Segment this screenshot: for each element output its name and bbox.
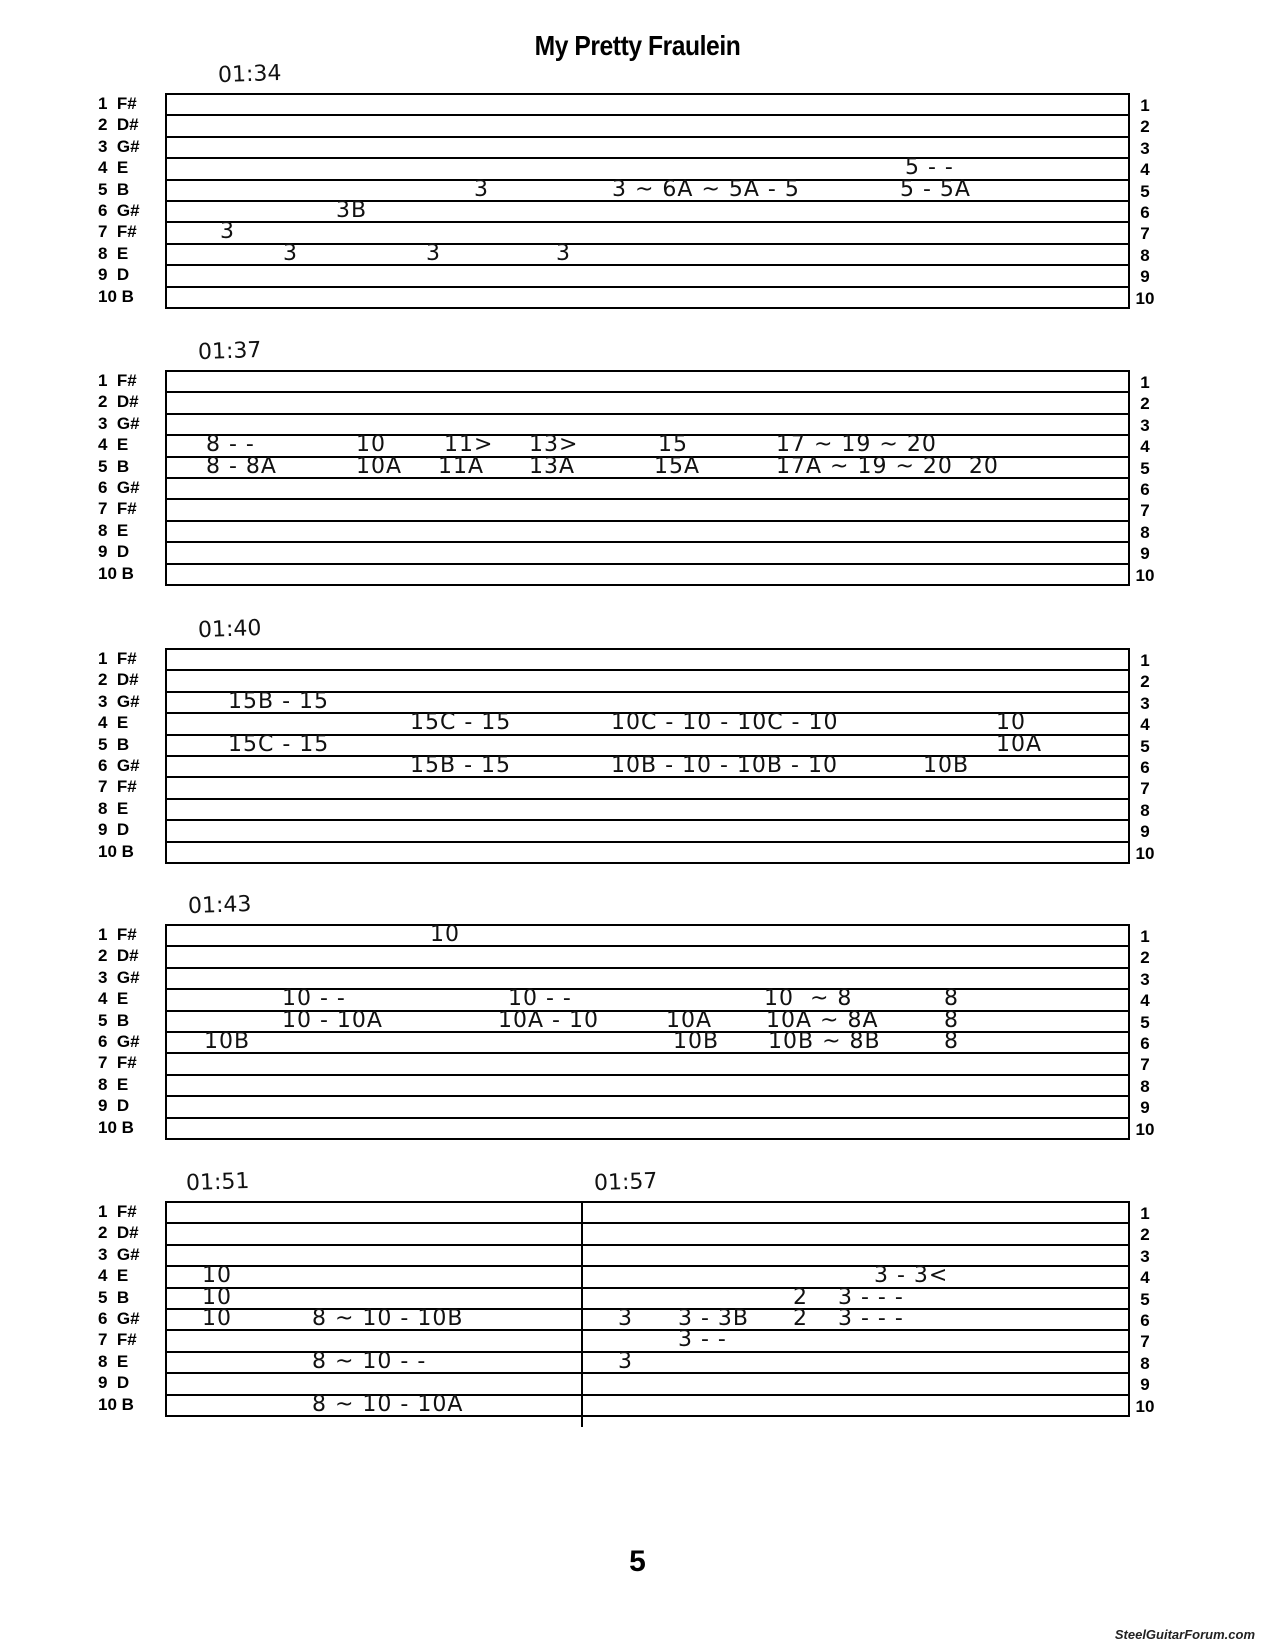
string-label: 3 G# [98,136,140,156]
string-line [165,434,1128,436]
string-line [165,1201,1128,1203]
tab-note: 5 - - [905,155,954,181]
tab-note: 3 [220,219,235,245]
string-number: 5 [1140,736,1150,756]
tab-note: 3 - 3< [874,1263,949,1289]
string-number: 5 [1140,181,1150,201]
tab-note: 13> [529,432,579,458]
tab-note: 8 [944,1029,959,1054]
string-label: 1 F# [98,649,137,668]
string-line [165,1351,1128,1353]
tab-note: 3 - 3B [678,1306,750,1331]
tab-grid [98,370,1166,594]
tab-note: 10A - 10 [498,1007,599,1033]
string-number: 6 [1140,1311,1150,1330]
string-line [165,648,1128,650]
string-line [165,1394,1128,1396]
string-label: 5 B [98,1010,130,1030]
tab-note: 11> [444,432,494,458]
string-line [165,1074,1128,1076]
string-label: 2 D# [98,115,139,135]
string-line [165,520,1128,522]
string-number: 9 [1140,1375,1150,1395]
string-label: 6 G# [98,1309,140,1328]
tab-note: 10C - 10 - 10C - 10 [611,710,839,736]
tab-note: 10 [996,710,1026,736]
string-label: 4 E [98,435,129,455]
string-label: 5 B [98,1287,130,1307]
string-number: 10 [1135,288,1155,308]
string-number: 10 [1135,565,1155,585]
string-number: 1 [1140,373,1150,392]
tab-note: 10B [923,753,970,778]
string-label: 1 F# [98,94,137,113]
string-number: 1 [1140,96,1150,115]
bar-line [165,924,167,1140]
string-line [165,1138,1128,1140]
tab-note: 8 [944,1007,959,1033]
string-label: 3 G# [98,1244,140,1264]
string-line [165,1287,1128,1289]
tab-note: 3 [426,240,441,266]
string-label: 2 D# [98,392,139,412]
timestamp-label: 01:57 [593,1168,658,1197]
string-number: 8 [1140,1076,1150,1096]
string-label: 10 B [98,286,134,306]
timestamp-label: 01:51 [185,1168,250,1197]
string-number: 8 [1140,522,1150,542]
tab-note: 10 ~ 8 [764,986,853,1012]
tab-note: 10 [202,1284,232,1310]
string-number: 10 [1135,843,1155,863]
tab-note: 15A [654,453,701,479]
string-line [165,1095,1128,1097]
tab-note: 8 ~ 10 - - [312,1348,427,1374]
string-label: 1 F# [98,371,137,390]
tab-note: 10 [202,1263,232,1289]
string-number: 8 [1140,1353,1150,1373]
string-number: 2 [1140,394,1150,414]
tab-note: 10B [673,1029,720,1054]
tab-note: 10 [356,432,386,458]
string-label: 1 F# [98,1202,137,1221]
string-label: 5 B [98,179,130,199]
bar-line [165,1201,167,1417]
string-label: 10 B [98,563,134,583]
tab-note: 15C - 15 [410,710,512,736]
string-number: 2 [1140,672,1150,692]
string-label: 7 F# [98,1053,137,1073]
string-label: 10 B [98,841,134,861]
string-number: 7 [1140,1332,1150,1352]
string-label: 4 E [98,713,129,733]
string-line [165,498,1128,500]
string-number: 7 [1140,224,1150,244]
string-label: 4 E [98,1266,129,1286]
tab-note: 3 - - - [838,1284,904,1310]
string-line [165,945,1128,947]
string-label: 5 B [98,734,130,754]
string-number: 2 [1140,117,1150,137]
string-line [165,370,1128,372]
string-line [165,669,1128,671]
tab-system [98,60,1166,308]
string-line [165,1329,1128,1331]
string-number: 2 [1140,1225,1150,1245]
string-line [165,413,1128,415]
string-label: 3 G# [98,967,140,987]
tab-note: 13A [529,453,576,479]
string-number: 4 [1140,715,1150,735]
tab-note: 11A [438,453,485,479]
tab-note: 15 [658,432,688,458]
tab-note: 3 [474,176,489,202]
string-line [165,563,1128,565]
string-number: 7 [1140,779,1150,799]
string-line [165,798,1128,800]
tab-note: 3B [336,198,368,223]
tab-grid [98,924,1166,1148]
tab-note: 2 [793,1306,808,1331]
bar-line [165,648,167,864]
tab-note: 5 - 5A [900,176,971,202]
string-number: 9 [1140,1098,1150,1118]
string-label: 2 D# [98,946,139,966]
tab-system [98,1168,1166,1417]
string-line [165,1265,1128,1267]
string-label: 6 G# [98,478,140,497]
bar-line [165,370,167,586]
string-line [165,819,1128,821]
tab-grid [98,93,1166,317]
string-label: 8 E [98,520,129,540]
bar-line [165,93,167,309]
string-number: 6 [1140,1034,1150,1053]
tab-note: 3 ~ 6A ~ 5A - 5 [612,176,800,202]
string-label: 8 E [98,1074,129,1094]
string-label: 8 E [98,1351,129,1371]
tab-note: 3 - - [678,1327,727,1353]
tab-note: 10B - 10 - 10B - 10 [611,753,838,778]
string-number: 5 [1140,458,1150,478]
string-number: 3 [1140,969,1150,989]
string-number: 7 [1140,1055,1150,1075]
tab-note: 15B - 15 [410,753,512,778]
string-number: 8 [1140,800,1150,820]
tab-note: 8 ~ 10 - 10A [312,1391,464,1417]
tab-note: 15C - 15 [228,731,330,757]
string-number: 10 [1135,1396,1155,1416]
tab-system [98,891,1166,1139]
tab-note: 15B - 15 [228,688,330,714]
string-line [165,1052,1128,1054]
string-line [165,93,1128,95]
string-label: 9 D [98,1373,130,1393]
string-number: 1 [1140,927,1150,946]
string-line [165,841,1128,843]
string-number: 6 [1140,480,1150,499]
string-line [165,264,1128,266]
tab-note: 8 [944,986,959,1012]
string-number: 1 [1140,651,1150,670]
string-line [165,157,1128,159]
string-line [165,286,1128,288]
timestamp-label: 01:37 [197,337,262,366]
measure-divider [581,1201,583,1427]
string-line [165,1372,1128,1374]
string-label: 6 G# [98,756,140,775]
string-label: 1 F# [98,925,137,944]
string-line [165,924,1128,926]
string-label: 9 D [98,265,130,285]
string-number: 9 [1140,822,1150,842]
tab-note: 2 [793,1284,808,1310]
string-line [165,862,1128,864]
page-number: 5 [629,1545,646,1578]
string-number: 5 [1140,1012,1150,1032]
tab-note: 8 - 8A [206,453,277,479]
string-number: 4 [1140,991,1150,1011]
timestamp-label: 01:34 [217,60,282,89]
tab-note: 3 [283,240,298,266]
tab-note: 3 [556,240,571,266]
tab-note: 3 [618,1306,633,1331]
timestamp-label: 01:40 [197,615,262,644]
string-label: 7 F# [98,777,137,797]
string-number: 4 [1140,1268,1150,1288]
string-number: 5 [1140,1289,1150,1309]
string-number: 9 [1140,267,1150,287]
tab-note: 8 - - [206,432,255,458]
tab-note: 10B ~ 8B [768,1029,881,1054]
string-label: 6 G# [98,1032,140,1051]
string-line [165,243,1128,245]
string-number: 3 [1140,1246,1150,1266]
tab-note: 10B [204,1029,251,1054]
string-line [165,221,1128,223]
string-label: 8 E [98,798,129,818]
string-label: 7 F# [98,499,137,519]
string-line [165,391,1128,393]
string-label: 6 G# [98,201,140,220]
string-number: 3 [1140,138,1150,158]
string-number: 9 [1140,544,1150,564]
string-label: 4 E [98,989,129,1009]
string-label: 5 B [98,456,130,476]
tab-grid [98,648,1166,872]
string-number: 6 [1140,203,1150,222]
string-label: 9 D [98,820,130,840]
string-line [165,967,1128,969]
string-number: 6 [1140,758,1150,777]
tab-note: 10 [430,922,460,947]
string-number: 7 [1140,501,1150,521]
string-line [165,541,1128,543]
page-title: My Pretty Fraulein [534,30,741,61]
tab-note: 3 - - - [838,1306,904,1331]
string-number: 8 [1140,245,1150,265]
string-line [165,1222,1128,1224]
string-line [165,584,1128,586]
tab-note: 10A [996,731,1043,757]
string-number: 4 [1140,160,1150,180]
tab-system [98,615,1166,863]
tab-note: 10 - 10A [282,1007,383,1033]
string-label: 7 F# [98,1330,137,1350]
tab-note: 3 [618,1348,633,1374]
string-number: 10 [1135,1119,1155,1139]
string-line [165,1415,1128,1417]
tab-note: 10A [666,1007,713,1033]
string-line [165,136,1128,138]
tab-system [98,337,1166,585]
string-label: 9 D [98,542,130,562]
timestamp-label: 01:43 [187,891,252,920]
string-line [165,1308,1128,1310]
string-label: 3 G# [98,691,140,711]
tab-note: 10 - - [282,986,346,1012]
string-number: 2 [1140,948,1150,968]
watermark: SteelGuitarForum.com [1114,1627,1255,1642]
string-label: 2 D# [98,1223,139,1243]
string-line [165,114,1128,116]
tab-grid [98,1201,1166,1425]
string-line [165,1244,1128,1246]
tab-note: 10 [202,1306,232,1331]
tab-note: 10A ~ 8A [766,1007,879,1033]
string-label: 2 D# [98,670,139,690]
string-label: 3 G# [98,413,140,433]
tab-note: 10 - - [508,986,572,1012]
string-line [165,1117,1128,1119]
string-label: 7 F# [98,222,137,242]
tab-note: 17 ~ 19 ~ 20 [776,432,937,458]
tab-note: 8 ~ 10 - 10B [312,1306,464,1331]
string-label: 10 B [98,1394,134,1414]
tab-note: 10A [356,453,403,479]
string-number: 4 [1140,437,1150,457]
string-label: 10 B [98,1117,134,1137]
string-label: 4 E [98,158,129,178]
string-label: 8 E [98,243,129,263]
tab-note: 17A ~ 19 ~ 20 20 [776,453,999,479]
string-line [165,307,1128,309]
string-label: 9 D [98,1096,130,1116]
string-number: 3 [1140,693,1150,713]
string-number: 3 [1140,415,1150,435]
string-number: 1 [1140,1204,1150,1223]
